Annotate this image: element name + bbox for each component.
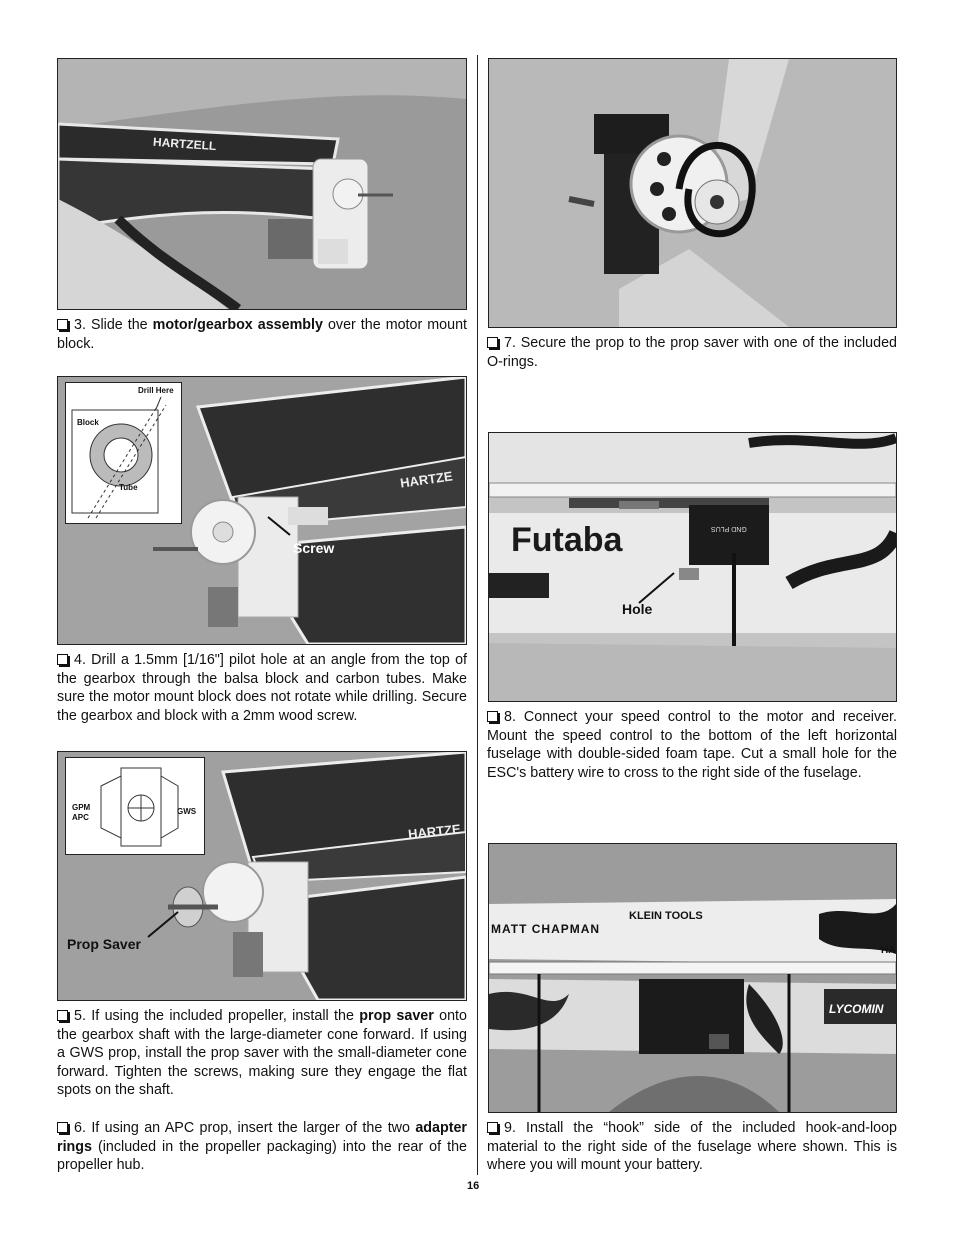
lycoming-decal: LYCOMIN [829,1002,884,1016]
hartzell-decal: HARTZE [399,468,454,491]
label-apc: APC [72,813,89,822]
photo-speed-control [488,432,897,702]
column-divider [477,55,478,1175]
step-8-checkbox[interactable] [487,711,498,722]
label-gpm: GPM [72,803,91,812]
step-5-checkbox[interactable] [57,1010,68,1021]
pilot-name-decal: MATT CHAPMAN [491,922,601,936]
label-tube: Tube [119,483,138,492]
photo-motor-gearbox [57,58,467,310]
esc-label: GND PLUS [711,525,747,532]
label-block: Block [77,418,99,427]
photo-o-ring [488,58,897,328]
callout-prop-saver: Prop Saver [67,936,141,952]
step-7-checkbox[interactable] [487,337,498,348]
label-drill-here: Drill Here [138,386,174,395]
drill-diagram-inset [65,382,182,524]
photo-prop-saver [57,751,467,1001]
hartzell-decal: HARTZELL [152,134,217,154]
step-4-checkbox[interactable] [57,654,68,665]
step-8-text: 8. Connect your speed control to the motor and receiver. Mount the speed control to the bottom of the left horizontal fuselage with double-sided foam tape. Cut a small hole for the ESC's battery wire to cross to the right side of the fuselage. [487,709,897,781]
step-6-text: 6. If using an APC prop, insert the larger of the two adapter rings (included in the propeller packaging) into the rear of the propeller hub. [57,1120,467,1174]
step-7-text: 7. Secure the prop to the prop saver with one of the included O-rings. [487,335,897,370]
callout-screw: Screw [293,540,335,556]
hartzell-decal-edge: HA [881,945,896,956]
step-9-text: 9. Install the “hook” side of the included hook-and-loop material to the right side of the fuselage where shown. This is where you will mount your battery. [487,1120,897,1174]
photo-hook-and-loop [488,843,897,1113]
page-number: 16 [467,1180,480,1192]
step-3-checkbox[interactable] [57,319,68,330]
step-4-text: 4. Drill a 1.5mm [1/16"] pilot hole at an angle from the top of the gearbox through the balsa block and carbon tubes. Make sure the motor mount block does not rotate while drilling. Secure the gearbox and block with a 2mm wood screw. [57,652,467,724]
photo-drill-screw [57,376,467,645]
sponsor-decal: KLEIN TOOLS [629,910,703,922]
futaba-decal: Futaba [511,521,623,559]
hartzell-decal: HARTZE [407,821,462,842]
callout-hole: Hole [622,601,653,617]
step-3-text: 3. Slide the motor/gearbox assembly over the motor mount block. [57,317,467,352]
step-6-checkbox[interactable] [57,1122,68,1133]
prop-saver-diagram-inset [65,757,205,855]
step-5-text: 5. If using the included propeller, install the prop saver onto the gearbox shaft with the large-diameter cone forward. If using a GWS prop, install the prop saver with the small-diameter cone forward. Tighten the screws, making sure they engage the flat spots on the shaft. [57,1008,467,1099]
label-gws: GWS [177,807,197,816]
step-9-checkbox[interactable] [487,1122,498,1133]
